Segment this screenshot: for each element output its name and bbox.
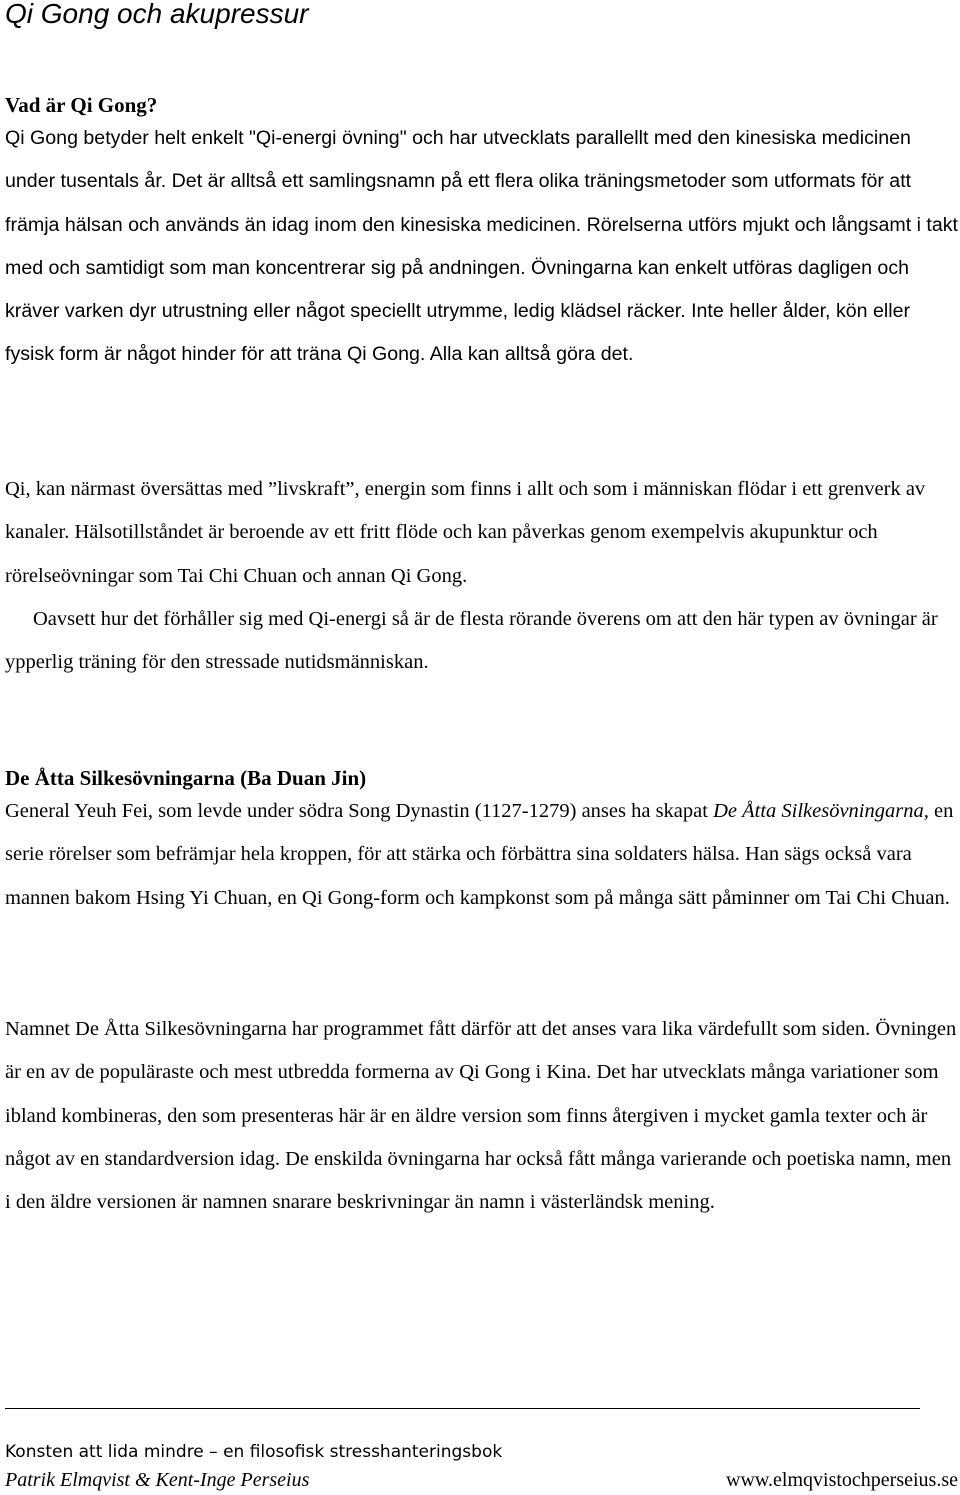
paragraph-stress-training: Oavsett hur det förhåller sig med Qi-energi så är de flesta rörande överens om att den här typen av övningar är ypperlig träning för den stressade nutidsmänniskan.	[5, 608, 938, 674]
page-title: Qi Gong och akupressur	[5, 0, 309, 29]
footer-book-title: Konsten att lida mindre – en filosofisk stresshanteringsbok	[5, 1442, 503, 1462]
footer-website: www.elmqvistochperseius.se	[726, 1469, 958, 1491]
emphasized-title: De Åtta Silkesövningarna,	[713, 800, 929, 822]
paragraph-yeuh-fei	[5, 790, 960, 920]
paragraph-text: en serie rörelser som befrämjar hela kroppen, för att stärka och förbättra sina soldaters hälsa. Han sägs också vara mannen bakom Hsing Yi Chuan, en Qi Gong-form och kampkonst som på många sätt påminner om Tai Chi Chuan.	[5, 800, 954, 909]
paragraph-name-origin: Namnet De Åtta Silkesövningarna har programmet fått därför att det anses vara lika värdefullt som siden. Övningen är en av de populäraste och mest utbredda formerna av Qi Gong i Kina. Det har utvecklats många variationer som ibland kombineras, den som presenteras här är en äldre version som finns återgiven i mycket gamla texter och är något av en standardversion idag. De enskilda övningarna har också fått många varierande och poetiska namn, men i den äldre versionen är namnen snarare beskrivningar än namn i västerländsk mening.	[5, 1018, 957, 1214]
section-heading-vad-ar-qi-gong: Vad är Qi Gong?	[5, 93, 158, 117]
paragraph-text: General Yeuh Fei, som levde under södra Song Dynastin (1127-1279) anses ha skapat	[5, 800, 714, 822]
paragraph-qi-gong-intro: Qi Gong betyder helt enkelt "Qi-energi övning" och har utvecklats parallellt med den kinesiska medicinen under tusentals år. Det är alltså ett samlingsnamn på ett flera olika träningsmetoder som utformats för att främja hälsan och används än idag inom den kinesiska medicinen. Rörelserna utförs mjukt och långsamt i takt med och samtidigt som man koncentrerar sig på andningen. Övningarna kan enkelt utföras dagligen och kräver varken dyr utrustning eller något speciellt utrymme, ledig klädsel räcker. Inte heller ålder, kön eller fysisk form är något hinder för att träna Qi Gong. Alla kan alltså göra det.	[5, 127, 958, 366]
footer-divider	[5, 1408, 920, 1409]
section-heading-atta-silkesovningarna: De Åtta Silkesövningarna (Ba Duan Jin)	[5, 766, 367, 790]
footer-authors: Patrik Elmqvist & Kent-Inge Perseius	[5, 1469, 310, 1491]
paragraph-qi-energy: Qi, kan närmast översättas med ”livskraft”, energin som finns i allt och som i människan flödar i ett grenverk av kanaler. Hälsotillståndet är beroende av ett fritt flöde och kan påverkas genom exempelvis akupunktur och rörelseövningar som Tai Chi Chuan och annan Qi Gong.	[5, 478, 926, 587]
